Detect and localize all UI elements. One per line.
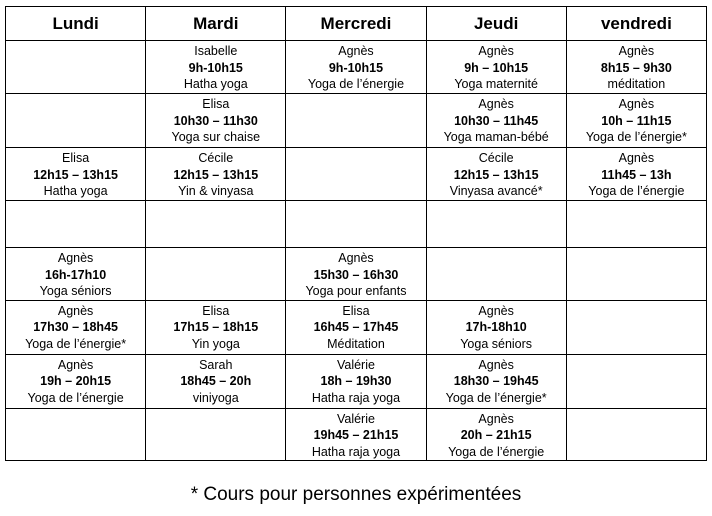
teacher-name: Valérie [336, 357, 375, 372]
header-row [6, 7, 707, 41]
class-time: 16h-17h10 [45, 267, 107, 282]
schedule-cell [426, 248, 566, 301]
schedule-cell [6, 248, 146, 301]
class-name: Hatha raja yoga [311, 444, 401, 459]
class-name: Yoga de l’énergie* [585, 130, 687, 144]
class-entry [427, 409, 566, 461]
class-entry [286, 41, 425, 93]
class-name: Yoga de l’énergie [588, 184, 685, 198]
teacher-name: Cécile [198, 151, 234, 165]
teacher-name: Agnès [57, 251, 94, 265]
teacher-name: Cécile [478, 151, 514, 165]
schedule-cell [6, 354, 146, 408]
day-header-mercredi: Mercredi [286, 7, 426, 41]
class-name: Yoga de l’énergie [27, 390, 124, 405]
class-entry [286, 409, 425, 461]
class-entry [146, 301, 285, 353]
teacher-name: Elisa [202, 97, 230, 111]
schedule-cell [146, 300, 286, 354]
teacher-name: Sarah [199, 357, 233, 372]
class-name: Yoga de l’énergie [448, 444, 545, 459]
class-time: 18h45 – 20h [180, 374, 252, 388]
schedule-cell [566, 201, 706, 248]
class-name: Yoga de l’énergie* [445, 390, 547, 405]
day-header-jeudi: Jeudi [426, 7, 566, 41]
class-name: Méditation [327, 336, 385, 351]
schedule-cell [426, 41, 566, 94]
class-entry [146, 355, 285, 407]
teacher-name: Agnès [338, 251, 374, 265]
class-name: Yoga pour enfants [305, 284, 407, 298]
schedule-cell [6, 201, 146, 248]
class-entry [6, 301, 145, 353]
schedule-cell [286, 354, 426, 408]
class-time: 10h – 11h15 [601, 113, 672, 128]
class-time: 19h45 – 21h15 [313, 428, 399, 442]
table-row [6, 148, 707, 201]
class-time: 20h – 21h15 [460, 428, 532, 442]
class-name: méditation [607, 77, 666, 91]
schedule-cell [566, 300, 706, 354]
schedule-cell [426, 408, 566, 461]
teacher-name: Agnès [618, 97, 655, 111]
schedule-cell [566, 41, 706, 94]
teacher-name: Elisa [62, 151, 90, 165]
schedule-cell [426, 201, 566, 248]
class-name: Vinyasa avancé* [449, 184, 543, 198]
table-row [6, 94, 707, 148]
class-entry [146, 148, 285, 200]
class-entry [146, 94, 285, 146]
class-name: Yoga maman-bébé [443, 130, 549, 144]
schedule-cell [426, 300, 566, 354]
day-header-lundi: Lundi [6, 7, 146, 41]
class-time: 18h30 – 19h45 [453, 374, 539, 388]
schedule-cell [566, 94, 706, 148]
schedule-cell [426, 94, 566, 148]
schedule-cell [566, 148, 706, 201]
class-entry [567, 41, 706, 93]
schedule-cell [566, 354, 706, 408]
class-time: 12h15 – 13h15 [453, 167, 539, 182]
class-time: 9h-10h15 [328, 60, 384, 75]
teacher-name: Agnès [57, 357, 94, 372]
class-name: Yin & vinyasa [178, 184, 254, 198]
teacher-name: Agnès [57, 303, 94, 318]
table-row [6, 41, 707, 94]
class-name: Yoga maternité [454, 77, 538, 91]
schedule-cell [146, 248, 286, 301]
footnote: * Cours pour personnes expérimentées [190, 484, 522, 505]
class-entry [286, 355, 425, 407]
class-time: 16h45 – 17h45 [313, 320, 399, 334]
schedule-cell [566, 408, 706, 461]
schedule-cell [146, 201, 286, 248]
class-name: Yoga séniors [39, 284, 112, 298]
teacher-name: Agnès [618, 151, 655, 165]
table-row [6, 408, 707, 461]
class-time: 17h15 – 18h15 [173, 320, 259, 334]
class-time: 8h15 – 9h30 [600, 60, 672, 75]
class-entry [427, 41, 566, 93]
schedule-cell [286, 201, 426, 248]
teacher-name: Agnès [618, 44, 655, 58]
class-name: Yoga séniors [460, 336, 533, 351]
teacher-name: Agnès [478, 97, 514, 111]
class-name: Yoga sur chaise [171, 130, 261, 144]
schedule-cell [286, 41, 426, 94]
class-time: 17h-18h10 [465, 320, 527, 334]
schedule-cell [6, 148, 146, 201]
table-row [6, 248, 707, 301]
schedule-cell [566, 248, 706, 301]
class-entry [6, 248, 145, 300]
class-time: 15h30 – 16h30 [313, 267, 399, 282]
class-time: 11h45 – 13h [601, 167, 672, 182]
schedule-cell [146, 354, 286, 408]
class-time: 18h – 19h30 [320, 374, 392, 388]
schedule-cell [286, 300, 426, 354]
class-time: 10h30 – 11h30 [173, 113, 258, 128]
class-name: Hatha yoga [183, 77, 248, 91]
class-entry [146, 41, 285, 93]
schedule-cell [426, 354, 566, 408]
table-row [6, 300, 707, 354]
class-name: Yoga de l’énergie [307, 77, 405, 91]
schedule-cell [286, 248, 426, 301]
schedule-cell [286, 94, 426, 148]
class-name: viniyoga [192, 390, 239, 405]
class-name: Yin yoga [191, 336, 240, 351]
class-time: 12h15 – 13h15 [33, 167, 118, 182]
day-header-vendredi: vendredi [566, 7, 706, 41]
class-entry [567, 94, 706, 146]
schedule-cell [6, 41, 146, 94]
day-header-mardi: Mardi [146, 7, 286, 41]
class-entry [286, 248, 425, 300]
class-entry [286, 301, 425, 353]
class-entry [6, 148, 145, 200]
class-time: 9h-10h15 [188, 60, 243, 75]
schedule-cell [286, 408, 426, 461]
class-time: 17h30 – 18h45 [33, 320, 118, 334]
schedule-cell [6, 408, 146, 461]
table-row [6, 201, 707, 248]
schedule-cell [146, 41, 286, 94]
class-name: Hatha yoga [43, 184, 108, 198]
schedule-cell [6, 94, 146, 148]
schedule-cell [146, 148, 286, 201]
teacher-name: Agnès [478, 44, 514, 58]
teacher-name: Valérie [336, 411, 375, 426]
schedule-cell [6, 300, 146, 354]
class-time: 19h – 20h15 [40, 374, 112, 388]
schedule-cell [146, 94, 286, 148]
yoga-schedule-table [5, 6, 707, 461]
class-name: Yoga de l’énergie* [25, 336, 127, 351]
class-entry [427, 355, 566, 407]
schedule-cell [146, 408, 286, 461]
teacher-name: Agnès [478, 357, 514, 372]
class-entry [427, 94, 566, 146]
class-name: Hatha raja yoga [311, 390, 401, 405]
class-entry [427, 148, 566, 200]
teacher-name: Agnès [338, 44, 374, 58]
teacher-name: Agnès [478, 411, 514, 426]
teacher-name: Elisa [342, 303, 370, 318]
table-row [6, 354, 707, 408]
class-entry [567, 148, 706, 200]
class-time: 10h30 – 11h45 [454, 113, 539, 128]
class-entry [427, 301, 566, 353]
class-time: 12h15 – 13h15 [173, 167, 259, 182]
schedule-cell [426, 148, 566, 201]
teacher-name: Isabelle [194, 44, 238, 58]
class-entry [6, 355, 145, 407]
class-time: 9h – 10h15 [464, 60, 529, 75]
teacher-name: Elisa [202, 303, 230, 318]
teacher-name: Agnès [478, 303, 514, 318]
schedule-cell [286, 148, 426, 201]
